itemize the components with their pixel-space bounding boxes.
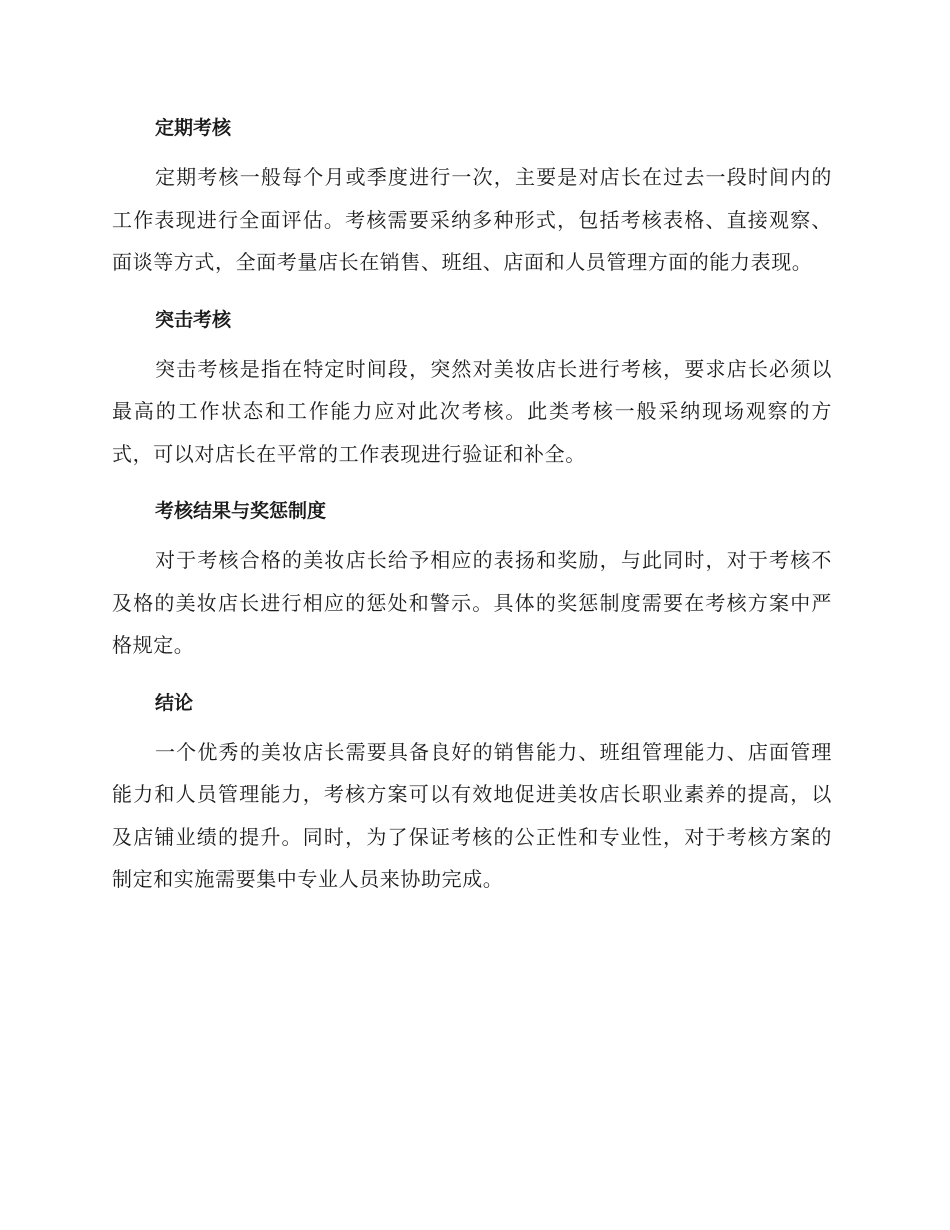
document-page (112, 108, 832, 917)
section-paragraph: 一个优秀的美妆店长需要具备良好的销售能力、班组管理能力、店面管理能力和人员管理能力，考核方案可以有效地促进美妆店长职业素养的提高，以及店铺业绩的提升。同时，为了保证考核的公正性和专业性，对于考核方案的制定和实施需要集中专业人员来协助完成。 (112, 739, 832, 891)
section-paragraph: 突击考核是指在特定时间段，突然对美妆店长进行考核，要求店长必须以最高的工作状态和工作能力应对此次考核。此类考核一般采纳现场观察的方式，可以对店长在平常的工作表现进行验证和补全。 (112, 356, 832, 466)
section-conclusion (112, 683, 832, 901)
section-results-and-rewards (112, 491, 832, 667)
section-heading: 突击考核 (155, 308, 232, 331)
section-heading: 定期考核 (155, 117, 232, 139)
section-heading: 结论 (155, 691, 194, 714)
section-paragraph: 定期考核一般每个月或季度进行一次，主要是对店长在过去一段时间内的工作表现进行全面评估。考核需要采纳多种形式，包括考核表格、直接观察、面谈等方式，全面考量店长在销售、班组、店面和人员管理方面的能力表现。 (112, 165, 832, 274)
section-regular-assessment (112, 108, 832, 284)
section-paragraph: 对于考核合格的美妆店长给予相应的表扬和奖励，与此同时，对于考核不及格的美妆店长进行相应的惩处和警示。具体的奖惩制度需要在考核方案中严格规定。 (112, 548, 832, 657)
section-heading: 考核结果与奖惩制度 (155, 500, 327, 522)
section-surprise-assessment (112, 300, 832, 476)
